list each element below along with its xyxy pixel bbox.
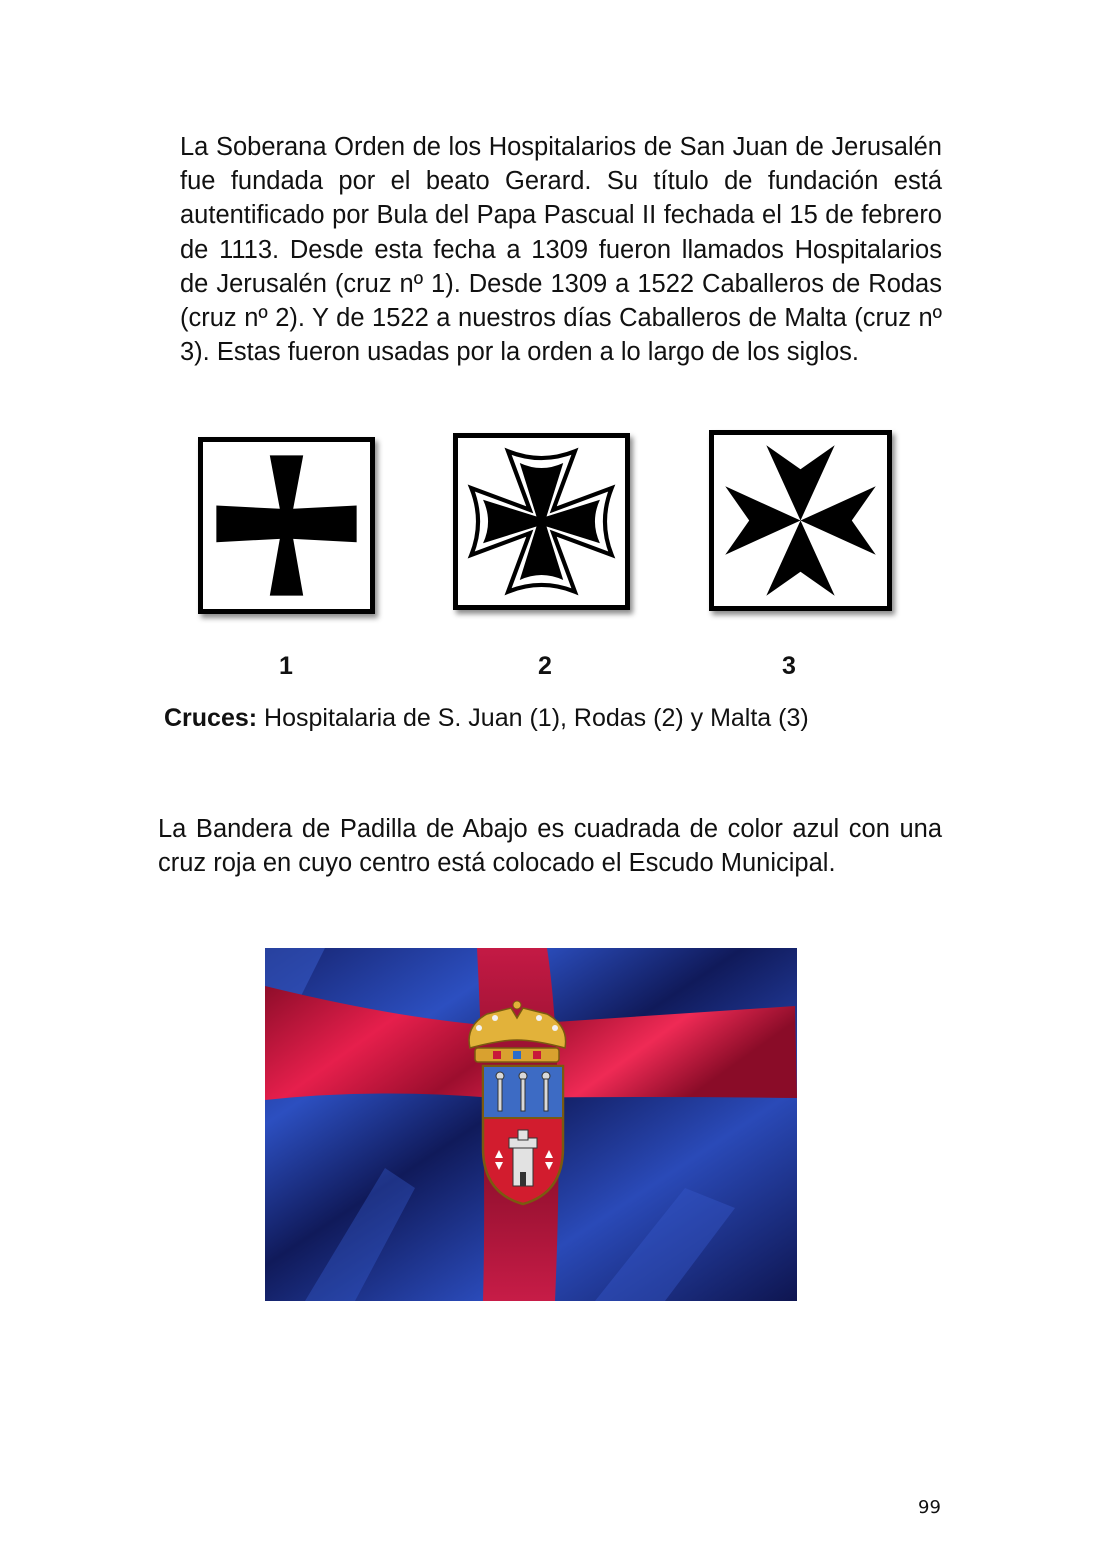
cross-2-rhodes-image: [453, 433, 630, 610]
iron-cross-icon: [458, 438, 625, 605]
cross-2-label: 2: [538, 652, 552, 680]
intro-paragraph: La Soberana Orden de los Hospitalarios de San Juan de Jerusalén fue fundada por el beato Gerard. Su título de fundación está autentificado por Bula del Papa Pascual II fechada el 15 de febrero de 1113. Desde esta fecha a 1309 fueron llamados Hospitalarios de Jerusalén (cruz nº 1). Desde 1309 a 1522 Caballeros de Rodas (cruz nº 2). Y de 1522 a nuestros días Caballeros de Malta (cruz nº 3). Estas fueron usadas por la orden a lo largo de los siglos.: [180, 133, 942, 367]
crosses-caption: [164, 704, 809, 733]
flag-description-paragraph: La Bandera de Padilla de Abajo es cuadrada de color azul con una cruz roja en cuyo centro está colocado el Escudo Municipal.: [158, 815, 942, 877]
maltese-cross-icon: [714, 435, 887, 606]
padilla-de-abajo-flag-photo: [265, 948, 797, 1301]
caption-bold-label: Cruces:: [164, 704, 258, 732]
cross-1-label: 1: [279, 652, 293, 680]
caption-text: Hospitalaria de S. Juan (1), Rodas (2) y Malta (3): [257, 704, 809, 732]
page-number: 99: [918, 1497, 941, 1518]
municipal-shield-icon: [483, 1066, 563, 1204]
cross-1-hospitaller-image: [198, 437, 375, 614]
cross-pattee-icon: [203, 442, 370, 609]
cross-3-label: 3: [782, 652, 796, 680]
cross-3-malta-image: [709, 430, 892, 611]
